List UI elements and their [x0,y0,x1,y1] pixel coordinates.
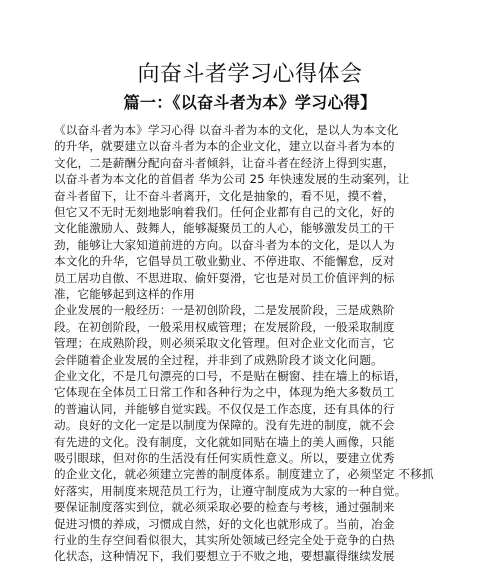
body-line: 有先进的文化。没有制度，文化就如同贴在墙上的美人画像，只能 [54,434,395,449]
body-line: 吸引眼球，但对你的生活没有任何实质性意义。所以，要建立优秀 [54,451,395,465]
body-line: 文化能激励人、鼓舞人，能够凝聚员工的人心，能够激发员工的干 [54,221,395,236]
body-line: 段。在初创阶段，一般采用权威管理；在发展阶段，一般采取制度 [54,319,395,334]
body-line: 员工居功自傲、不思进取、偷奸耍滑，它也是对员工价值评判的标 [54,270,395,285]
body-line: 文化，二是薪酬分配向奋斗者倾斜，让奋斗者在经济上得到实惠， [54,155,395,170]
body-line: 本文化的升华，它倡导员工敬业勤业、不停进取、不能懈怠，反对 [54,254,395,269]
body-line: 化状态，这种情况下，我们要想立于不败之地，要想赢得继续发展 [54,549,395,564]
body-line: 的企业文化，就必须建立完善的制度体系。制度建立了，必须坚定 不移抓 [54,467,434,482]
body-line: 但它又不无时无刻地影响着我们。任何企业都有自己的文化，好的 [54,205,395,219]
body-line: 的普遍认同，并能够自觉实践。不仅仅是工作态度，还有具体的行 [54,401,395,416]
body-line: 促进习惯的养成，习惯成自然，好的文化也就形成了。当前，冶金 [54,516,395,531]
body-line: 企业文化，不是几句漂亮的口号，不是贴在橱窗、挂在墙上的标语， [54,369,407,383]
body-line: 管理；在成熟阶段，则必须采取文化管理。但对企业文化而言，它 [54,336,395,351]
body-line: 劲，能够让大家知道前进的方向。以奋斗者为本的文化，是以人为 [54,237,395,252]
body-line: 奋斗者留下，让不奋斗者离开，文化是抽象的，看不见，摸不着， [54,188,395,203]
body-line: 的升华，就要建立以奋斗者为本的企业文化，建立以奋斗者为本的 [54,139,395,154]
body-line: 以奋斗者为本文化的首倡者 华为公司 25 年快速发展的生动案列，让 [54,172,410,187]
body-line: 会伴随着企业发展的全过程，并非到了成熟阶段才谈文化问题。 [54,352,383,367]
document-subtitle: 篇一：《以奋斗者为本》学习心得】 [123,93,377,112]
body-line: 企业发展的一般经历：一是初创阶段，二是发展阶段，三是成熟阶 [54,303,395,318]
body-line: 要保证制度落实到位，就必须采取必要的检查与考核，通过强制来 [54,500,395,515]
body-line: 好落实，用制度来规范员工行为，让遵守制度成为大家的一种自觉。 [54,483,407,498]
body-line: 准，它能够起到这样的作用 [54,287,195,301]
body-line: 它体现在全体员工日常工作和各种行为之中，体现为绝大多数员工 [54,385,395,400]
body-line: 动。良好的文化一定是以制度为保障的。没有先进的制度，就不会 [54,418,395,433]
body-line: 《以奋斗者为本》学习心得 以奋斗者为本的文化，是以人为本文化 [54,123,399,137]
document-title: 向奋斗者学习心得体会 [137,62,363,87]
body-line: 行业的生存空间看似很大，其实所处领域已经完全处于竞争的白热 [54,533,395,547]
